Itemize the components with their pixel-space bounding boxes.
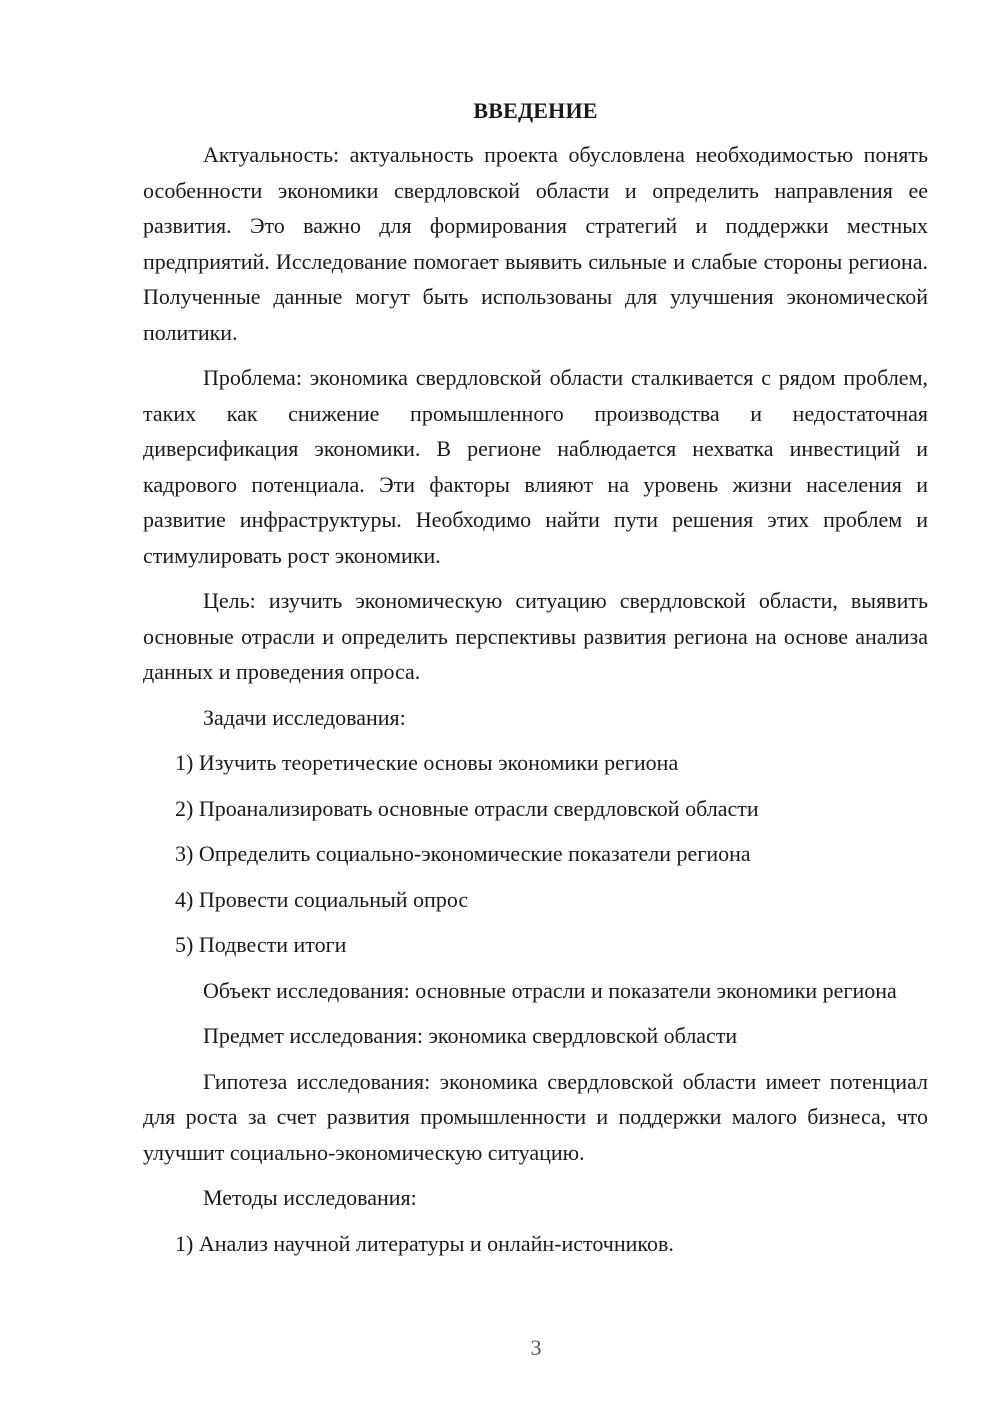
page-content	[143, 96, 928, 1271]
list-item: 3) Определить социально-экономические показатели региона	[175, 841, 751, 866]
list-item: 1) Анализ научной литературы и онлайн-источников.	[175, 1230, 674, 1256]
goal-paragraph: Цель: изучить экономическую ситуацию свердловской области, выявить основные отрасли и определить перспективы развития региона на основе анализа данных и проведения опроса.	[143, 588, 928, 684]
list-item: 2) Проанализировать основные отрасли свердловской области	[175, 795, 759, 821]
section-title: ВВЕДЕНИЕ	[473, 98, 598, 123]
page-number: 3	[530, 1335, 542, 1360]
methods-heading: Методы исследования:	[203, 1185, 417, 1210]
list-item: 1) Изучить теоретические основы экономики региона	[175, 750, 679, 775]
list-item: 5) Подвести итоги	[175, 932, 347, 957]
subject-paragraph: Предмет исследования: экономика свердловской области	[203, 1023, 738, 1048]
tasks-heading: Задачи исследования:	[203, 704, 406, 730]
tasks-list	[143, 745, 928, 963]
problem-paragraph: Проблема: экономика свердловской области сталкивается с рядом проблем, таких как снижение промышленного производства и недостаточная диверсификация экономики. В регионе наблюдается нехватка инвестиций и кадрового потенциала. Эти факторы влияют на уровень жизни населения и развитие инфраструктуры. Необходимо найти пути решения этих проблем и стимулировать рост экономики.	[143, 365, 928, 568]
hypothesis-paragraph: Гипотеза исследования: экономика свердловской области имеет потенциал для роста за счет развития промышленности и поддержки малого бизнеса, что улучшит социально-экономическую ситуацию.	[143, 1068, 928, 1165]
list-item: 4) Провести социальный опрос	[175, 886, 469, 912]
relevance-paragraph: Актуальность: актуальность проекта обусловлена необходимостью понять особенности экономики свердловской области и определить направления ее развития. Это важно для формирования стратегий и поддержки местных предприятий. Исследование помогает выявить сильные и слабые стороны региона. Полученные данные могут быть использованы для улучшения экономической политики.	[143, 142, 928, 345]
methods-list	[143, 1226, 928, 1262]
object-paragraph: Объект исследования: основные отрасли и показатели экономики региона	[203, 977, 897, 1003]
